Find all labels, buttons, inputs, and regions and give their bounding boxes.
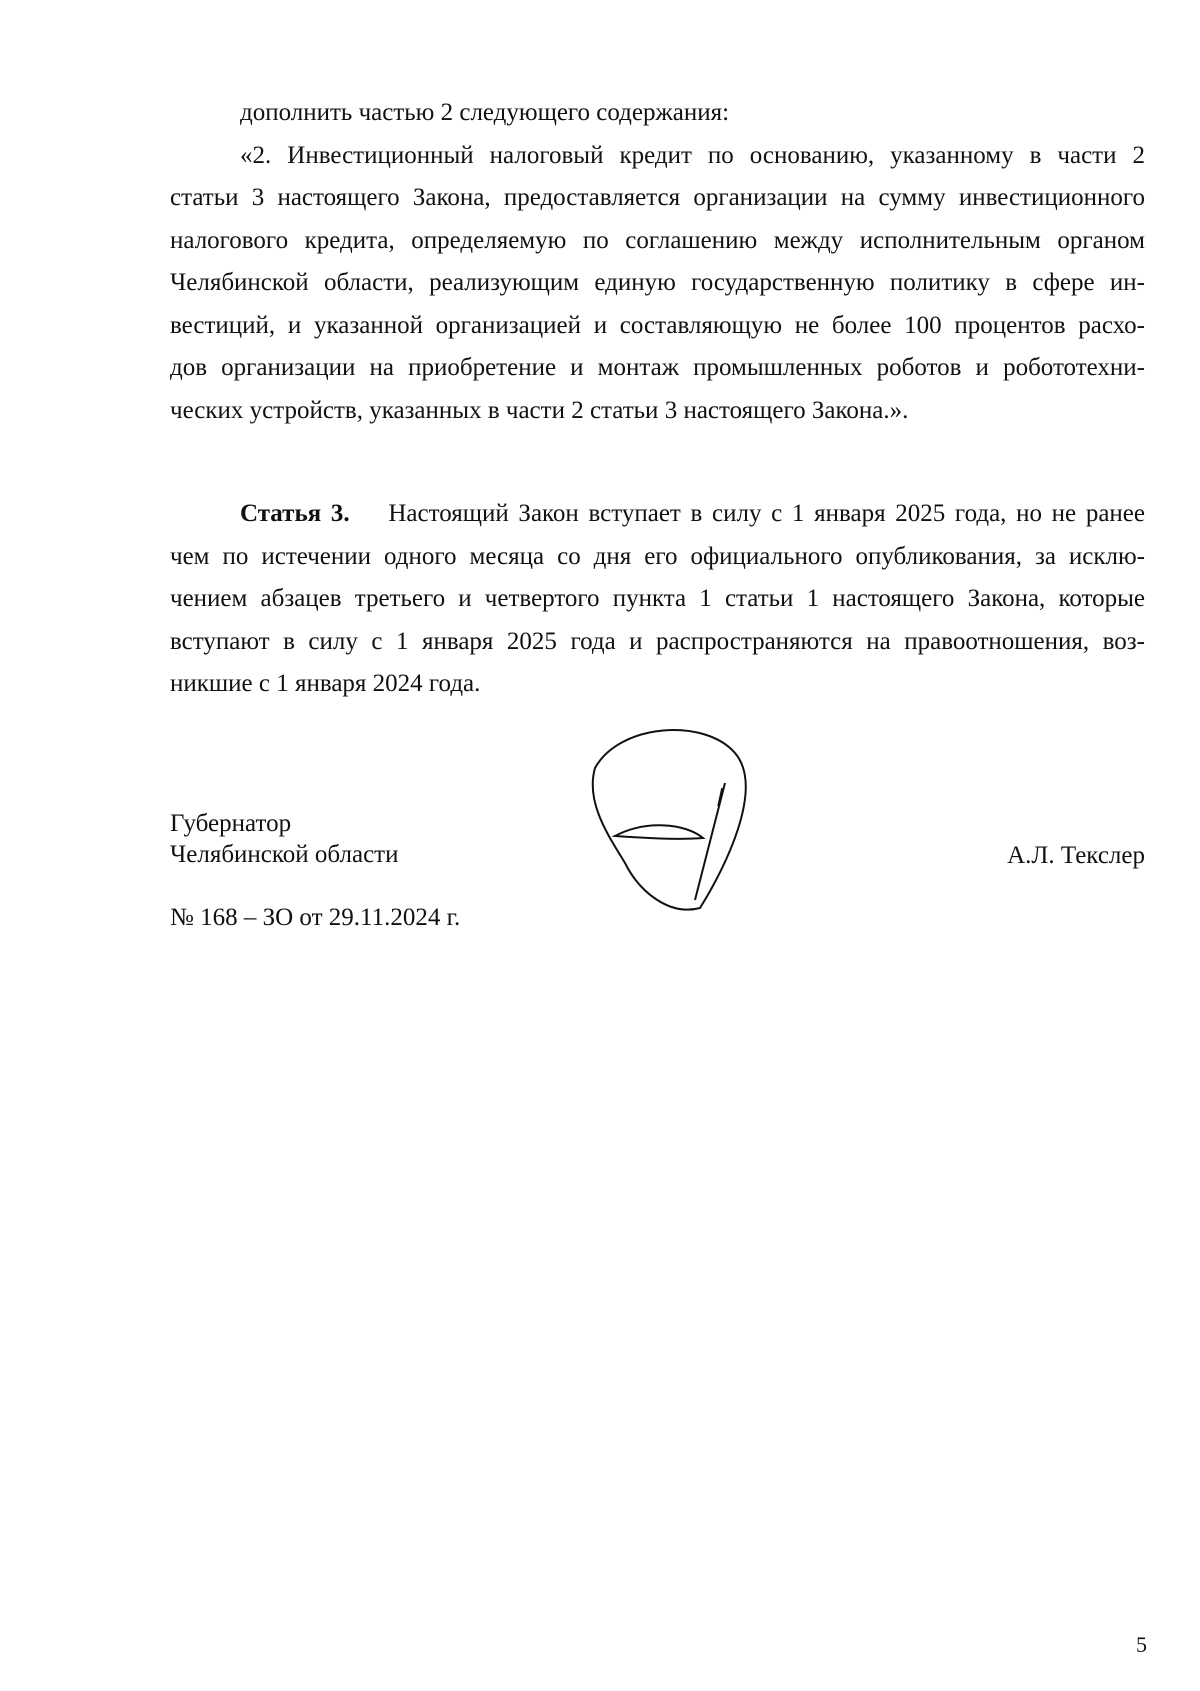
intro-line: дополнить частью 2 следующего содержания: (240, 99, 730, 126)
quote-line-4: Челябинской области, реализующим единую государственную политику в сфере ин- (170, 269, 1145, 296)
article-3-line-4: вступают в силу с 1 января 2025 года и распространяются на правоотношения, воз- (170, 627, 1145, 655)
quote-line-3: налогового кредита, определяемую по соглашению между исполнительным органом (170, 226, 1145, 254)
article-3-section (170, 493, 1145, 706)
article-3-line-2: чем по истечении одного месяца со дня его официального опубликования, за исклю- (170, 542, 1145, 570)
quote-line-7: ческих устройств, указанных в части 2 статьи 3 настоящего Закона.». (170, 396, 909, 424)
article-3-first-line-text: Настоящий Закон вступает в силу с 1 января 2025 года, но не ранее (388, 500, 1145, 527)
signatory-title-line-2: Челябинской области (170, 841, 399, 868)
amendment-section (170, 92, 1145, 432)
article-3-first-line (170, 493, 1145, 536)
signatory-title-line-1: Губернатор (170, 810, 292, 837)
article-3-heading: Статья 3. (240, 500, 350, 527)
article-3-line-3: чением абзацев третьего и четвертого пункта 1 статьи 1 настоящего Закона, которые (170, 585, 1145, 612)
handwritten-signature (575, 728, 775, 918)
page-number: 5 (1136, 1632, 1147, 1657)
article-3-line-5: никшие с 1 января 2024 года. (170, 670, 481, 697)
quote-line-5: вестиций, и указанной организацией и составляющую не более 100 процентов расхо- (170, 311, 1145, 339)
document-number: № 168 – ЗО от 29.11.2024 г. (170, 904, 461, 931)
quote-line-6: дов организации на приобретение и монтаж промышленных роботов и робототехни- (170, 354, 1145, 381)
signatory-title (170, 808, 398, 870)
quote-line-1: «2. Инвестиционный налоговый кредит по основанию, указанному в части 2 (240, 141, 1145, 169)
quote-line-2: статьи 3 настоящего Закона, предоставляется организации на сумму инвестиционного (170, 184, 1145, 211)
signatory-name: А.Л. Текслер (1007, 842, 1145, 869)
